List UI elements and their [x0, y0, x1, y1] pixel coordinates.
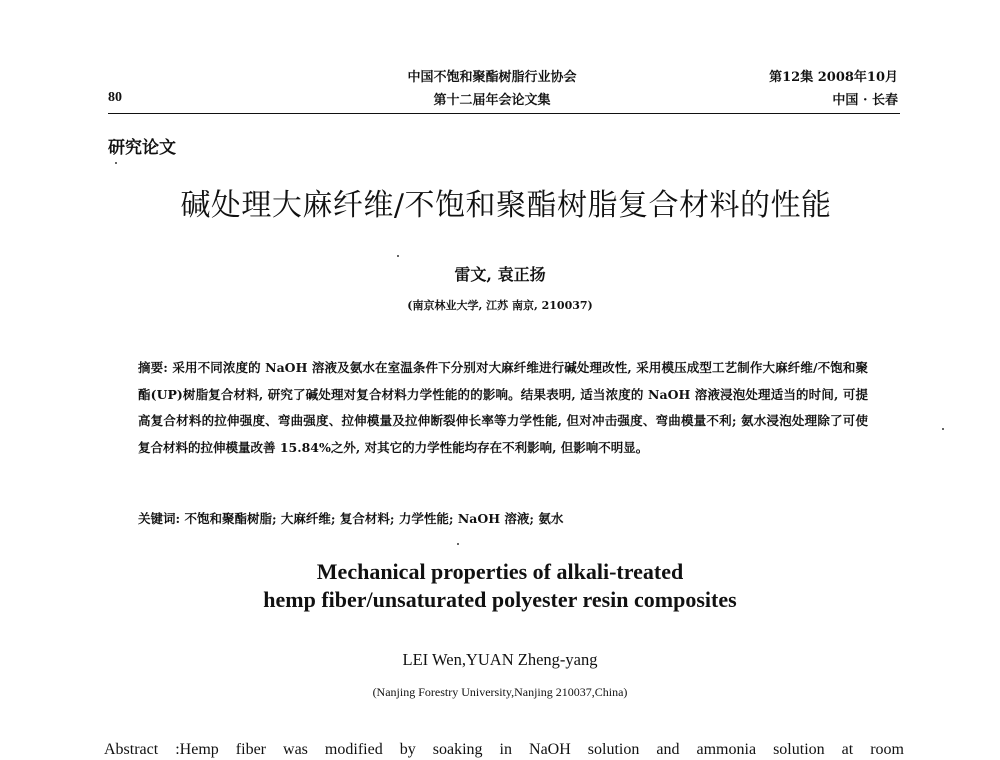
- authors-en: LEI Wen,YUAN Zheng-yang: [402, 650, 598, 669]
- header-divider: [108, 113, 900, 114]
- affiliation-en: (Nanjing Forestry University,Nanjing 210037,China): [372, 685, 628, 699]
- paper-title-en-line2: hemp fiber/unsaturated polyester resin composites: [263, 587, 737, 612]
- scan-speck: [457, 543, 459, 545]
- affiliation-cn: (南京林业大学, 江苏 南京, 210037): [407, 299, 593, 312]
- paper-title-en: [200, 558, 800, 614]
- journal-name: 中国不饱和聚酯树脂行业协会: [407, 70, 577, 85]
- section-label: 研究论文: [108, 138, 176, 158]
- scan-speck: [115, 162, 117, 164]
- abstract-en: Abstract :Hemp fiber was modified by soaking in NaOH solution and ammonia solution at room: [104, 741, 904, 758]
- paper-title-en-line1: Mechanical properties of alkali-treated: [316, 559, 684, 584]
- page-number: 80: [108, 90, 122, 105]
- issue-info: [700, 66, 898, 112]
- authors-cn: 雷文, 袁正扬: [454, 265, 546, 284]
- abstract-cn: 摘要: 采用不同浓度的 NaOH 溶液及氨水在室温条件下分别对大麻纤维进行碱处理改性, 采用模压成型工艺制作大麻纤维/不饱和聚酯(UP)树脂复合材料, 研究了碱处理对复合材料力学性能的的影响。结果表明, 适当浓度的 NaOH 溶液浸泡处理适当的时间, 可提高复合材料的拉伸强度、弯曲强度、拉伸模量及拉伸断裂伸长率等力学性能, 但对冲击强度、弯曲模量不利; 氨水浸泡处理除了可使复合材料的拉伸模量改善 15.84%之外, 对其它的力学性能均存在不利影响, 但影响不明显。: [138, 360, 868, 455]
- scan-speck: [942, 428, 944, 430]
- issue-location: 中国 · 长春: [832, 93, 898, 108]
- keywords-cn: 关键词: 不饱和聚酯树脂; 大麻纤维; 复合材料; 力学性能; NaOH 溶液; 氨水: [138, 511, 564, 526]
- issue-volume-date: 第12集 2008年10月: [769, 70, 898, 85]
- scan-speck: [397, 255, 399, 257]
- proceedings-name: 第十二届年会论文集: [433, 93, 551, 108]
- journal-header: [372, 66, 612, 112]
- paper-title-cn: 碱处理大麻纤维/不饱和聚酯树脂复合材料的性能: [180, 188, 832, 223]
